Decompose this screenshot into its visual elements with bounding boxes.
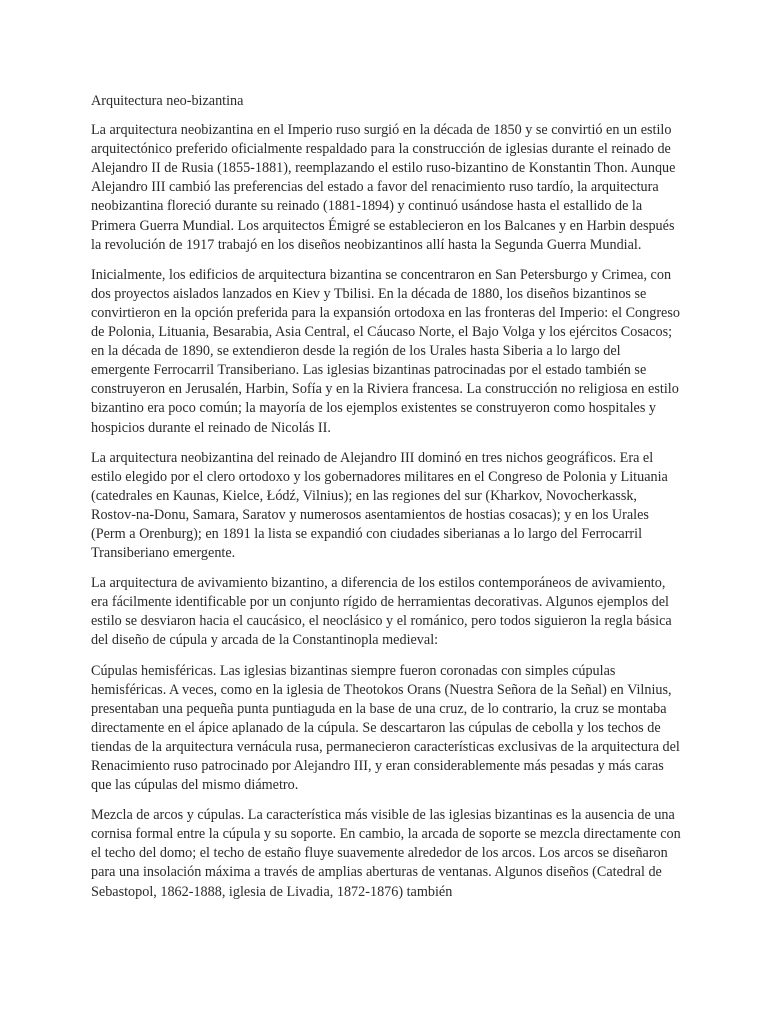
paragraph-2: Inicialmente, los edificios de arquitectura bizantina se concentraron en San Petersburgo y Crimea, con dos proyectos aislados lanzados en Kiev y Tbilisi. En la década de 1880, los diseños bizantinos se convirtieron en la opción preferida para la expansión ortodoxa en las fronteras del Imperio: el Congreso de Polonia, Lituania, Besarabia, Asia Central, el Cáucaso Norte, el Bajo Volga y los ejércitos Cosacos; en la década de 1890, se extendieron desde la región de los Urales hasta Siberia a lo largo del emergente Ferrocarril Transiberiano. Las iglesias bizantinas patrocinadas por el estado también se construyeron en Jerusalén, Harbin, Sofía y en la Riviera francesa. La construcción no religiosa en estilo bizantino era poco común; la mayoría de los ejemplos existentes se construyeron como hospitales y hospicios durante el reinado de Nicolás II. [91,266,680,436]
paragraph-5: Cúpulas hemisféricas. Las iglesias bizantinas siempre fueron coronadas con simples cúpulas hemisféricas. A veces, como en la iglesia de Theotokos Orans (Nuestra Señora de la Señal) en Vilnius, presentaban una pequeña punta puntiaguda en la base de una cruz, de lo contrario, la cruz se montaba directamente en el ápice aplanado de la cúpula. Se descartaron las cúpulas de cebolla y los techos de tiendas de la arquitectura vernácula rusa, permanecieron características exclusivas de la arquitectura del Renacimiento ruso patrocinado por Alejandro III, y eran considerablemente más pesadas y más caras que las cúpulas del mismo diámetro. [91,662,680,794]
paragraph-6: Mezcla de arcos y cúpulas. La característica más visible de las iglesias bizantinas es la ausencia de una cornisa formal entre la cúpula y su soporte. En cambio, la arcada de soporte se mezcla directamente con el techo del domo; el techo de estaño fluye suavemente alrededor de los arcos. Los arcos se diseñaron para una insolación máxima a través de amplias aberturas de ventanas. Algunos diseños (Catedral de Sebastopol, 1862-1888, iglesia de Livadia, 1872-1876) también [91,807,681,900]
paragraph-1: La arquitectura neobizantina en el Imperio ruso surgió en la década de 1850 y se convirtió en un estilo arquitectónico preferido oficialmente respaldado para la construcción de iglesias durante el reinado de Alejandro II de Rusia (1855-1881), reemplazando el estilo ruso-bizantino de Konstantin Thon. Aunque Alejandro III cambió las preferencias del estado a favor del renacimiento ruso tardío, la arquitectura neobizantina floreció durante su reinado (1881-1894) y continuó usándose hasta el estallido de la Primera Guerra Mundial. Los arquitectos Émigré se establecieron en los Balcanes y en Harbin después la revolución de 1917 trabajó en los diseños neobizantinos allí hasta la Segunda Guerra Mundial. [91,122,676,253]
document-body [91,92,681,913]
document-title: Arquitectura neo-bizantina [91,93,244,109]
paragraph-4: La arquitectura de avivamiento bizantino, a diferencia de los estilos contemporáneos de avivamiento, era fácilmente identificable por un conjunto rígido de herramientas decorativas. Algunos ejemplos del estilo se desviaron hacia el caucásico, el neoclásico y el románico, pero todos siguieron la regla básica del diseño de cúpula y arcada de la Constantinopla medieval: [91,575,672,649]
paragraph-3: La arquitectura neobizantina del reinado de Alejandro III dominó en tres nichos geográficos. Era el estilo elegido por el clero ortodoxo y los gobernadores militares en el Congreso de Polonia y Lituania (catedrales en Kaunas, Kielce, Łódź, Vilnius); en las regiones del sur (Kharkov, Novocherkassk, Rostov-na-Donu, Samara, Saratov y numerosos asentamientos de hostias cosacas); y en los Urales (Perm a Orenburg); en 1891 la lista se expandió con ciudades siberianas a lo largo del Ferrocarril Transiberiano emergente. [91,449,668,562]
